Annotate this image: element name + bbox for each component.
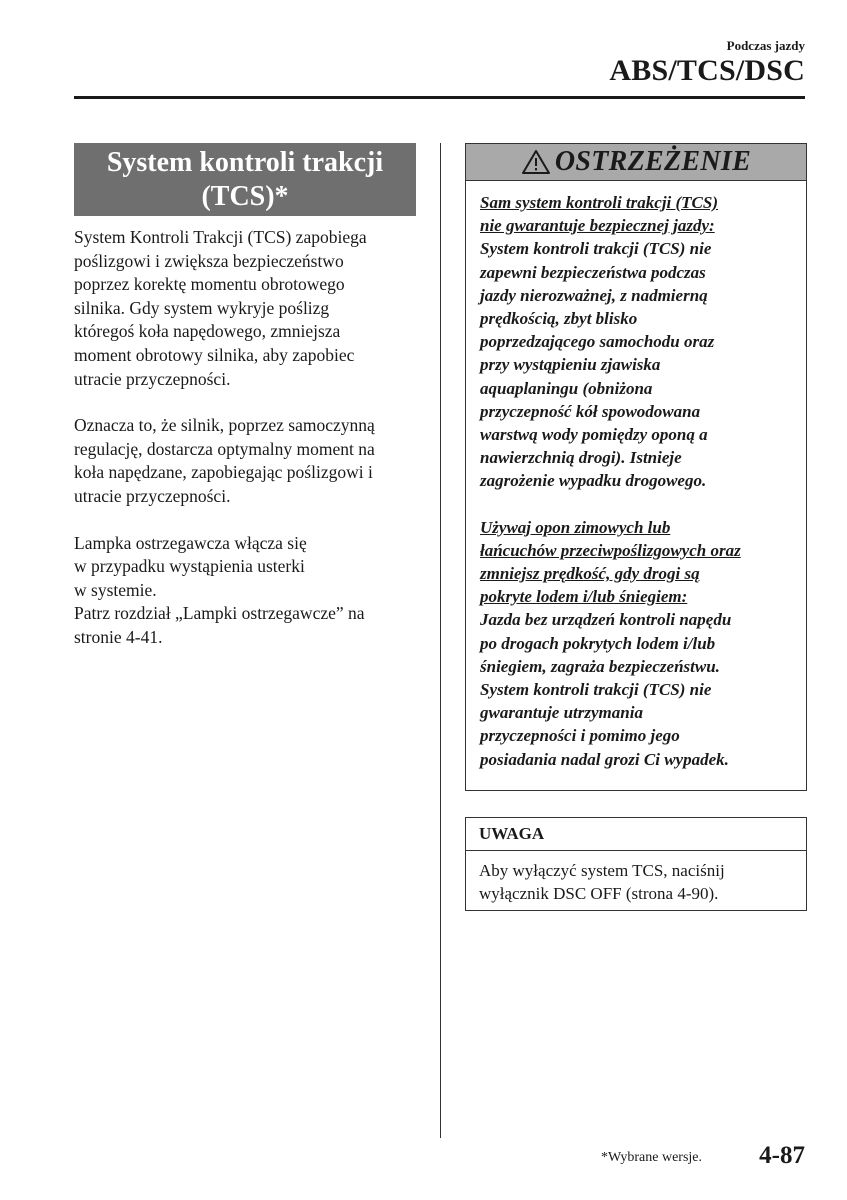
warning-block2-heading-line: zmniejsz prędkość, gdy drogi są (480, 564, 700, 584)
warning-triangle-icon (521, 149, 551, 175)
note-text: Aby wyłączyć system TCS, naciśnij wyłącznik DSC OFF (strona 4-90). (479, 861, 725, 903)
warning-block2-line: posiadania nadal grozi Ci wypadek. (480, 749, 729, 769)
footer-note: *Wybrane wersje. (601, 1150, 703, 1165)
warning-box (465, 143, 807, 791)
left-column-text (74, 226, 424, 673)
warning-block1-line: System kontroli trakcji (TCS) nie (480, 239, 712, 259)
warning-block1-line: przy wystąpieniu zjawiska (480, 355, 661, 375)
page-title: ABS/TCS/DSC (609, 54, 805, 87)
warning-block-1 (480, 191, 796, 493)
section-heading (74, 143, 416, 216)
warning-block1-line: poprzedzającego samochodu oraz (480, 332, 715, 352)
warning-block1-line: warstwą wody pomiędzy oponą a (480, 425, 708, 445)
warning-block1-line: przyczepność kół spowodowana (480, 401, 701, 421)
warning-block-2 (480, 516, 796, 771)
section-heading-line1: System kontroli trakcji (106, 147, 384, 178)
warning-block1-line: zapewni bezpieczeństwa podczas (480, 262, 706, 282)
paragraph-function: Oznacza to, że silnik, poprzez samoczynną regulację, dostarcza optymalny moment na koła napędzane, zapobiegając poślizgowi i utracie przyczepności. (74, 415, 375, 506)
warning-block1-line: nawierzchnią drogi). Istnieje (480, 448, 682, 468)
warning-block1-heading-line: nie gwarantuje bezpiecznej jazdy: (480, 216, 715, 236)
warning-body (466, 181, 806, 771)
header-rule (74, 96, 805, 99)
warning-block2-line: po drogach pokrytych lodem i/lub (480, 633, 716, 653)
warning-block2-line: przyczepności i pomimo jego (480, 726, 680, 746)
warning-block2-heading-line: łańcuchów przeciwpoślizgowych oraz (480, 540, 741, 560)
page-number: 4-87 (759, 1142, 805, 1169)
paragraph-warning-lamp: Lampka ostrzegawcza włącza się w przypadku wystąpienia usterki w systemie. Patrz rozdział „Lampki ostrzegawcze” na stronie 4-41. (74, 532, 365, 647)
warning-block2-line: śniegiem, zagraża bezpieczeństwu. (480, 656, 720, 676)
paragraph-intro: System Kontroli Trakcji (TCS) zapobiega poślizgowi i zwiększa bezpieczeństwo poprzez korektę momentu obrotowego silnika. Gdy system wykryje poślizg któregoś koła napędowego, zmniejsza moment obrotowy silnika, aby zapobiec utracie przyczepności. (74, 227, 367, 389)
warning-block2-heading-line: pokryte lodem i/lub śniegiem: (480, 587, 688, 607)
warning-block1-line: jazdy nierozważnej, z nadmierną (480, 285, 708, 305)
warning-block2-line: gwarantuje utrzymania (480, 703, 643, 723)
warning-block1-heading-line: Sam system kontroli trakcji (TCS) (480, 193, 719, 212)
warning-header (466, 144, 806, 181)
warning-block2-line: Jazda bez urządzeń kontroli napędu (480, 610, 732, 630)
warning-block1-line: aquaplaningu (obniżona (480, 378, 653, 398)
warning-block2-line: System kontroli trakcji (TCS) nie (480, 680, 712, 700)
note-title: UWAGA (466, 818, 806, 851)
warning-block2-heading-line: Używaj opon zimowych lub (480, 517, 671, 537)
warning-block1-line: zagrożenie wypadku drogowego. (480, 471, 707, 491)
section-heading-line2: (TCS)* (201, 181, 289, 212)
column-divider (440, 143, 441, 1138)
header-section-label: Podczas jazdy (726, 38, 805, 53)
warning-block1-line: prędkością, zbyt blisko (480, 309, 638, 329)
warning-title: OSTRZEŻENIE (554, 146, 752, 177)
note-box (465, 817, 807, 911)
